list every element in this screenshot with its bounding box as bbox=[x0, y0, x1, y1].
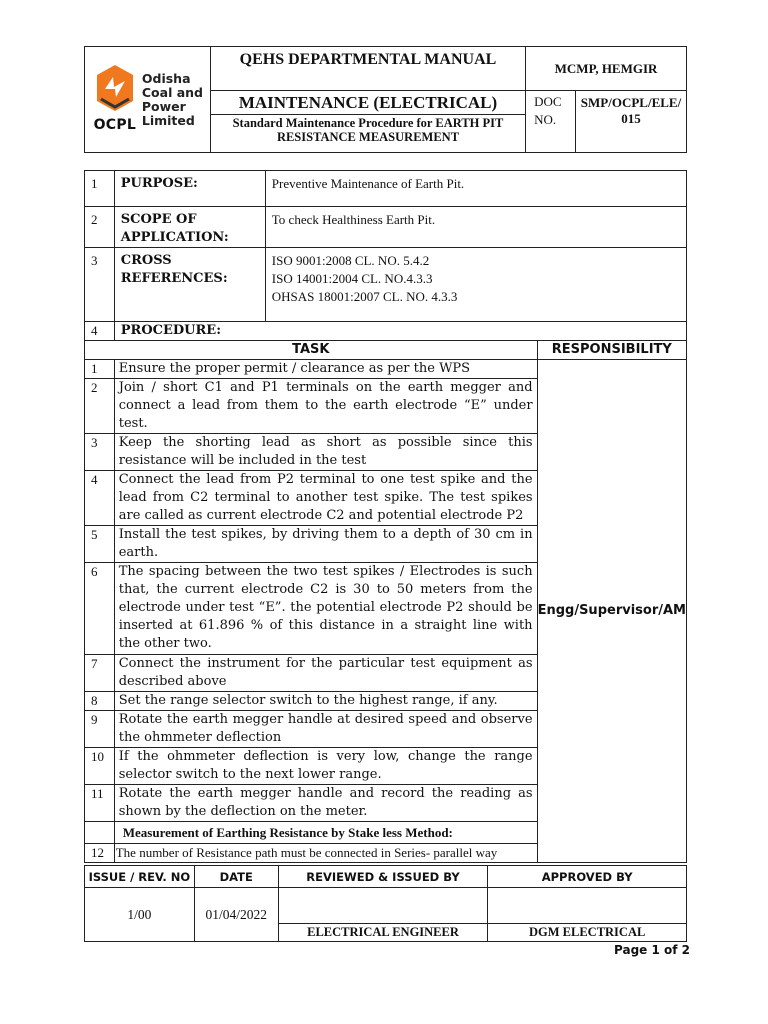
task-row: 11 Rotate the earth megger handle and record the reading as shown by the deflection on the meter. bbox=[85, 785, 687, 822]
task-text: Ensure the proper permit / clearance as per the WPS bbox=[114, 360, 537, 379]
task-row: 2 Join / short C1 and P1 terminals on the earth megger and connect a lead from them to the earth electrode “E” under test. bbox=[85, 379, 687, 434]
task-row: 5 Install the test spikes, by driving them to a depth of 30 cm in earth. bbox=[85, 526, 687, 563]
task-text: If the ohmmeter deflection is very low, change the range selector switch to the next lower range. bbox=[114, 748, 537, 785]
responsibility-value: Engg/Supervisor/AM bbox=[537, 360, 686, 863]
task-header-row bbox=[85, 341, 687, 360]
info-row: 1 PURPOSE: Preventive Maintenance of Earth Pit. bbox=[85, 171, 687, 207]
approver-designation: DGM ELECTRICAL bbox=[488, 924, 687, 942]
stakeless-method-heading: Measurement of Earthing Resistance by Stake less Method: bbox=[114, 822, 537, 844]
document-header bbox=[84, 46, 687, 153]
manual-title: QEHS DEPARTMENTAL MANUAL bbox=[210, 47, 525, 91]
task-row: 10 If the ohmmeter deflection is very low, change the range selector switch to the next lower range. bbox=[85, 748, 687, 785]
task-row: 7 Connect the instrument for the particular test equipment as described above bbox=[85, 655, 687, 692]
task-row: 1 Ensure the proper permit / clearance as per the WPS Engg/Supervisor/AM bbox=[85, 360, 687, 379]
procedure-title: Standard Maintenance Procedure for EARTH PIT RESISTANCE MEASUREMENT bbox=[210, 115, 525, 153]
ocpl-logo-icon bbox=[92, 63, 138, 137]
doc-number: SMP/OCPL/ELE/ 015 bbox=[576, 91, 687, 153]
location-label: MCMP, HEMGIR bbox=[526, 47, 687, 91]
task-row: 12 The number of Resistance path must be connected in Series- parallel way bbox=[85, 844, 687, 863]
issue-rev-label: ISSUE / REV. NO bbox=[85, 866, 195, 888]
date-label: DATE bbox=[194, 866, 278, 888]
task-row: 3 Keep the shorting lead as short as possible since this resistance will be included in the test bbox=[85, 434, 687, 471]
task-row: 4 Connect the lead from P2 terminal to one test spike and the lead from C2 terminal to another test spike. The test spikes are called as current electrode C2 and potential electrode P2 bbox=[85, 471, 687, 526]
purpose-label: PURPOSE: bbox=[114, 171, 265, 207]
task-text: Connect the lead from P2 terminal to one test spike and the lead from C2 terminal to another test spike. The test spikes are called as current electrode C2 and potential electrode P2 bbox=[114, 471, 537, 526]
cross-references-label: CROSS REFERENCES: bbox=[114, 248, 265, 322]
logo-abbreviation: OCPL bbox=[93, 116, 137, 133]
task-row: 9 Rotate the earth megger handle at desired speed and observe the ohmmeter deflection bbox=[85, 711, 687, 748]
doc-no-label: DOC NO. bbox=[526, 91, 576, 153]
task-text: The spacing between the two test spikes / Electrodes is such that, the current electrode C2 is 30 to 50 meters from the electrode under test “E”. the potential electrode P2 should be inserted at 61.896 % of this distance in a straight line with the other two. bbox=[114, 563, 537, 655]
procedure-label: PROCEDURE: bbox=[114, 322, 686, 341]
purpose-value: Preventive Maintenance of Earth Pit. bbox=[265, 171, 686, 207]
company-logo bbox=[85, 47, 211, 153]
approval-table bbox=[84, 865, 687, 942]
info-row: 3 CROSS REFERENCES: ISO 9001:2008 CL. NO. 5.4.2 ISO 14001:2004 CL. NO.4.3.3 OHSAS 18001:2007 CL. NO. 4.3.3 bbox=[85, 248, 687, 322]
info-row: 4 PROCEDURE: bbox=[85, 322, 687, 341]
scope-label: SCOPE OF APPLICATION: bbox=[114, 207, 265, 248]
task-text: Set the range selector switch to the highest range, if any. bbox=[114, 692, 537, 711]
task-row: 6 The spacing between the two test spikes / Electrodes is such that, the current electrode C2 is 30 to 50 meters from the electrode under test “E”. the potential electrode P2 should be inserted at 61.896 % of this distance in a straight line with the other two. bbox=[85, 563, 687, 655]
procedure-table bbox=[84, 170, 687, 863]
date-value: 01/04/2022 bbox=[194, 888, 278, 942]
task-text: Connect the instrument for the particular test equipment as described above bbox=[114, 655, 537, 692]
responsibility-column-header: RESPONSIBILITY bbox=[537, 341, 686, 360]
task-text: Join / short C1 and P1 terminals on the earth megger and connect a lead from them to the earth electrode “E” under test. bbox=[114, 379, 537, 434]
issue-rev-value: 1/00 bbox=[85, 888, 195, 942]
task-text: The number of Resistance path must be connected in Series- parallel way bbox=[114, 844, 537, 863]
task-text: Rotate the earth megger handle and record the reading as shown by the deflection on the meter. bbox=[114, 785, 537, 822]
cross-references-value: ISO 9001:2008 CL. NO. 5.4.2 ISO 14001:2004 CL. NO.4.3.3 OHSAS 18001:2007 CL. NO. 4.3.3 bbox=[265, 248, 686, 322]
reviewed-issued-label: REVIEWED & ISSUED BY bbox=[278, 866, 488, 888]
logo-company-name: Odisha Coal and Power Limited bbox=[141, 70, 203, 128]
task-text: Keep the shorting lead as short as possible since this resistance will be included in the test bbox=[114, 434, 537, 471]
info-row: 2 SCOPE OF APPLICATION: To check Healthiness Earth Pit. bbox=[85, 207, 687, 248]
task-text: Install the test spikes, by driving them to a depth of 30 cm in earth. bbox=[114, 526, 537, 563]
task-row: 8 Set the range selector switch to the highest range, if any. bbox=[85, 692, 687, 711]
page-number: Page 1 of 2 bbox=[614, 943, 690, 957]
approver-signature bbox=[488, 888, 687, 924]
scope-value: To check Healthiness Earth Pit. bbox=[265, 207, 686, 248]
task-text: Rotate the earth megger handle at desired speed and observe the ohmmeter deflection bbox=[114, 711, 537, 748]
task-column-header: TASK bbox=[85, 341, 538, 360]
reviewer-designation: ELECTRICAL ENGINEER bbox=[278, 924, 488, 942]
approved-by-label: APPROVED BY bbox=[488, 866, 687, 888]
section-title: MAINTENANCE (ELECTRICAL) bbox=[210, 91, 525, 115]
reviewer-signature bbox=[278, 888, 488, 924]
